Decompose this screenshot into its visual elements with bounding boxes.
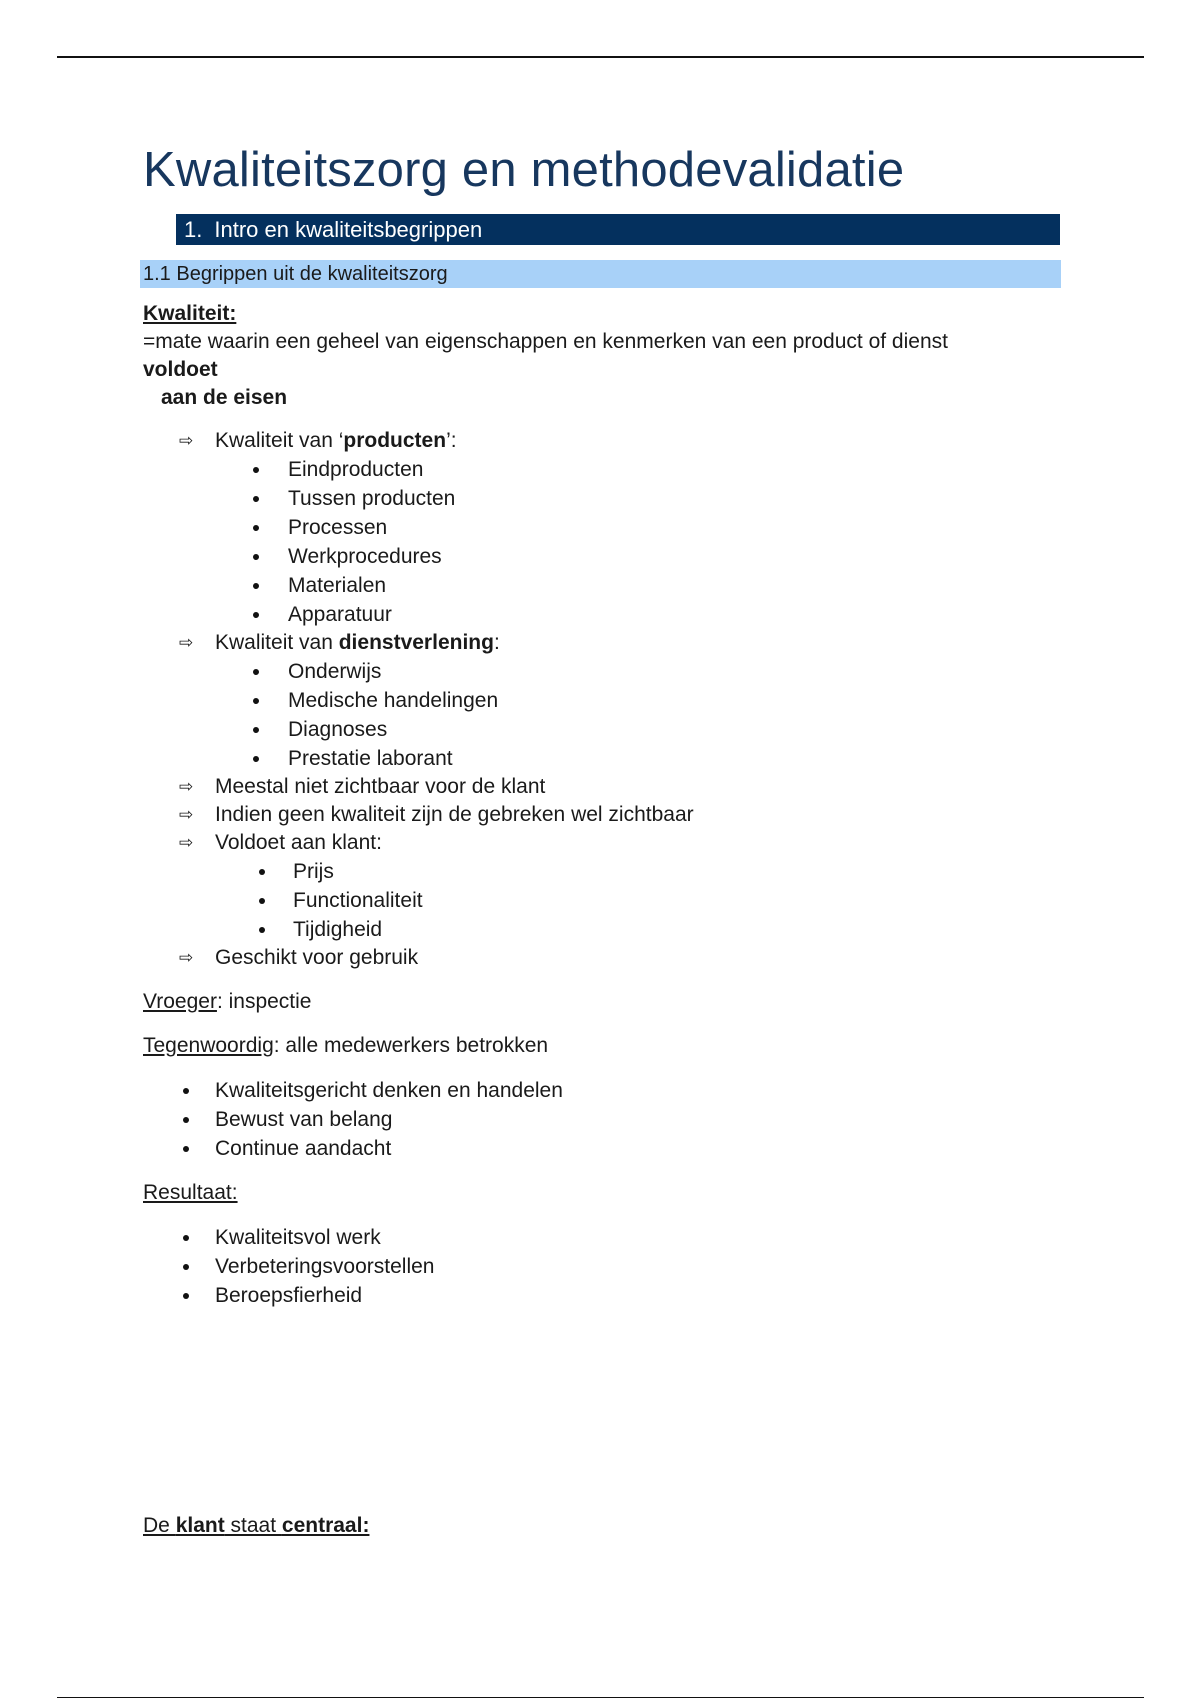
- list-item-text: Medische handelingen: [288, 689, 499, 712]
- list-item-text: Tijdigheid: [293, 918, 383, 941]
- document-title: Kwaliteitszorg en methodevalidatie: [143, 143, 905, 197]
- arrow-item-indien: [143, 801, 1063, 829]
- tegenwoordig-text: : alle medewerkers betrokken: [273, 1034, 549, 1057]
- dienstverlening-list: [143, 657, 1063, 773]
- list-item: [143, 513, 1063, 542]
- klant-centraal-line: [143, 1512, 369, 1540]
- list-item: [143, 484, 1063, 513]
- heading-1-text: Intro en kwaliteitsbegrippen: [214, 217, 483, 242]
- list-item-text: Kwaliteitsvol werk: [215, 1226, 381, 1249]
- list-item-text: Prijs: [293, 860, 334, 883]
- bottom-rule: [57, 1697, 1144, 1698]
- bullet-icon: [253, 698, 259, 704]
- list-item-text: Materialen: [288, 574, 387, 597]
- arrow-list-3: [143, 773, 1063, 857]
- vroeger-text: : inspectie: [216, 990, 312, 1013]
- arrow-item-meestal: [143, 773, 1063, 801]
- list-item: [143, 1281, 1063, 1310]
- bullet-icon: [253, 756, 259, 762]
- definition-line-1: =mate waarin een geheel van eigenschappen en kenmerken van een product of dienst: [143, 330, 948, 353]
- klant-bold-1: klant: [175, 1514, 225, 1537]
- list-item-text: Apparatuur: [288, 603, 392, 626]
- vroeger-label: Vroeger: [143, 990, 217, 1013]
- list-item: [143, 686, 1063, 715]
- resultaat-list: [143, 1223, 1063, 1310]
- list-item-text: Werkprocedures: [288, 545, 442, 568]
- dienstverlening-suffix: :: [493, 631, 500, 654]
- list-item: [143, 1076, 1063, 1105]
- document-body: [143, 140, 1063, 1310]
- arrow-icon: ⇨: [179, 948, 194, 967]
- bullet-icon: [259, 869, 265, 875]
- bullet-icon: [259, 927, 265, 933]
- arrow-item-geschikt: [143, 944, 1063, 972]
- list-item-text: Functionaliteit: [293, 889, 423, 912]
- list-item: [143, 542, 1063, 571]
- producten-bold: producten: [343, 429, 447, 452]
- definition-voldoet: voldoet: [143, 358, 218, 381]
- list-item: [143, 1252, 1063, 1281]
- resultaat-label: Resultaat:: [143, 1181, 238, 1204]
- list-item: [143, 1134, 1063, 1163]
- klant-part-1: De: [143, 1514, 176, 1537]
- bullet-icon: [183, 1293, 189, 1299]
- list-item: [143, 744, 1063, 773]
- bullet-icon: [183, 1235, 189, 1241]
- bullet-icon: [253, 467, 259, 473]
- vroeger-line: [143, 988, 1063, 1016]
- tegenwoordig-label: Tegenwoordig: [143, 1034, 274, 1057]
- list-item: [143, 1223, 1063, 1252]
- klant-bold-2: centraal:: [281, 1514, 370, 1537]
- bullet-icon: [183, 1264, 189, 1270]
- bullet-icon: [183, 1088, 189, 1094]
- list-item: [143, 1105, 1063, 1134]
- list-item-text: Onderwijs: [288, 660, 382, 683]
- voldoet-text: Voldoet aan klant:: [215, 831, 382, 854]
- arrow-list: [143, 427, 1063, 455]
- list-item: [143, 715, 1063, 744]
- bullet-icon: [183, 1146, 189, 1152]
- dienstverlening-bold: dienstverlening: [338, 631, 494, 654]
- list-item: [143, 857, 1063, 886]
- heading-1-bar: [176, 214, 1060, 245]
- geschikt-text: Geschikt voor gebruik: [215, 946, 419, 969]
- producten-prefix: Kwaliteit van ‘: [215, 429, 344, 452]
- arrow-list-4: [143, 944, 1063, 972]
- dienstverlening-prefix: Kwaliteit van: [215, 631, 339, 654]
- list-item-text: Beroepsfierheid: [215, 1284, 363, 1307]
- list-item-text: Kwaliteitsgericht denken en handelen: [215, 1079, 563, 1102]
- term-kwaliteit: Kwaliteit:: [143, 302, 237, 325]
- list-item-text: Tussen producten: [288, 487, 456, 510]
- arrow-icon: ⇨: [179, 431, 194, 450]
- heading-2-bar: 1.1 Begrippen uit de kwaliteitszorg: [140, 260, 1061, 288]
- list-item-text: Prestatie laborant: [288, 747, 453, 770]
- list-item-text: Continue aandacht: [215, 1137, 392, 1160]
- arrow-icon: ⇨: [179, 805, 194, 824]
- tegenwoordig-line: [143, 1032, 1063, 1060]
- list-item-text: Verbeteringsvoorstellen: [215, 1255, 435, 1278]
- list-item: [143, 600, 1063, 629]
- meestal-text: Meestal niet zichtbaar voor de klant: [215, 775, 546, 798]
- bullet-icon: [253, 727, 259, 733]
- bullet-icon: [253, 525, 259, 531]
- list-item-text: Diagnoses: [288, 718, 388, 741]
- tegenwoordig-list: [143, 1076, 1063, 1163]
- bullet-icon: [253, 669, 259, 675]
- definition-line-3: aan de eisen: [161, 386, 288, 409]
- definition-line-2: [143, 356, 1063, 384]
- klant-part-2: staat: [224, 1514, 282, 1537]
- producten-list: [143, 455, 1063, 629]
- bullet-icon: [253, 554, 259, 560]
- list-item-text: Processen: [288, 516, 388, 539]
- list-item: [143, 571, 1063, 600]
- arrow-item-dienstverlening: [143, 629, 1063, 657]
- producten-suffix: ’:: [446, 429, 457, 452]
- list-item: [143, 915, 1063, 944]
- indien-text: Indien geen kwaliteit zijn de gebreken wel zichtbaar: [215, 803, 694, 826]
- bullet-icon: [183, 1117, 189, 1123]
- arrow-icon: ⇨: [179, 777, 194, 796]
- heading-1-number: 1.: [184, 217, 203, 242]
- arrow-list-2: [143, 629, 1063, 657]
- arrow-item-producten: [143, 427, 1063, 455]
- top-rule: [57, 56, 1144, 58]
- list-item: [143, 455, 1063, 484]
- bullet-icon: [253, 612, 259, 618]
- voldoet-list: [143, 857, 1063, 944]
- arrow-icon: ⇨: [179, 833, 194, 852]
- list-item: [143, 886, 1063, 915]
- bullet-icon: [253, 496, 259, 502]
- list-item-text: Bewust van belang: [215, 1108, 393, 1131]
- bullet-icon: [259, 898, 265, 904]
- arrow-item-voldoet: [143, 829, 1063, 857]
- list-item-text: Eindproducten: [288, 458, 424, 481]
- arrow-icon: ⇨: [179, 633, 194, 652]
- list-item: [143, 657, 1063, 686]
- bullet-icon: [253, 583, 259, 589]
